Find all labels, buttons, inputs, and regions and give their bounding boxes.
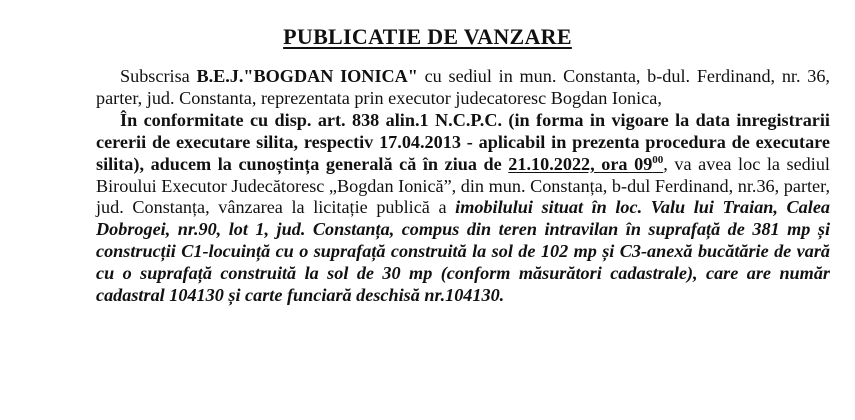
intro-lead: Subscrisa [120,66,197,86]
intro-rest: cu sediul in mun. Constanta, b-dul. Ferdinand, nr. 36, parter, jud. Constanta, reprezentata prin executor judecatoresc Bogdan Ionica, [96,66,830,108]
auction-time-minutes: 00 [652,153,664,166]
document-body [96,66,830,313]
auction-date [508,154,663,174]
paragraph-sale-notice [96,110,830,307]
auction-date-text: 21.10.2022, ora 09 [508,153,653,174]
auction-location-text: , va avea loc la sediul Biroului Executor Judecătoresc „Bogdan Ionică”, din mun. Constanța, b-dul Ferdinand, nr.36, parter, jud. Constanța, vânzarea la licitație publică a [96,153,830,218]
document-title: PUBLICATIE DE VANZARE [283,24,572,49]
property-description: imobilului situat în loc. Valu lui Traian, Calea Dobrogei, nr.90, lot 1, jud. Constanța, compus din teren intravilan în suprafață de 381 mp și construcții C1-locuință cu o suprafață construită la sol de 102 mp și C3-anexă bucătărie de vară cu o suprafață construită la sol de 30 mp (conform măsurători cadastrale), care are număr cadastral 104130 și carte funciară deschisă nr.104130. [96,197,830,306]
paragraph-intro [96,66,830,110]
legal-basis-text: În conformitate cu disp. art. 838 alin.1 N.C.P.C. (in forma in vigoare la data inregistrarii cererii de executare silita, respectiv 17.04.2013 - aplicabil in prezenta procedura de executare silita), aducem la cunoștința generală că în ziua de [96,109,830,174]
cutoff-next-line [96,307,830,313]
bailiff-office-name: B.E.J."BOGDAN IONICA" [196,66,418,86]
